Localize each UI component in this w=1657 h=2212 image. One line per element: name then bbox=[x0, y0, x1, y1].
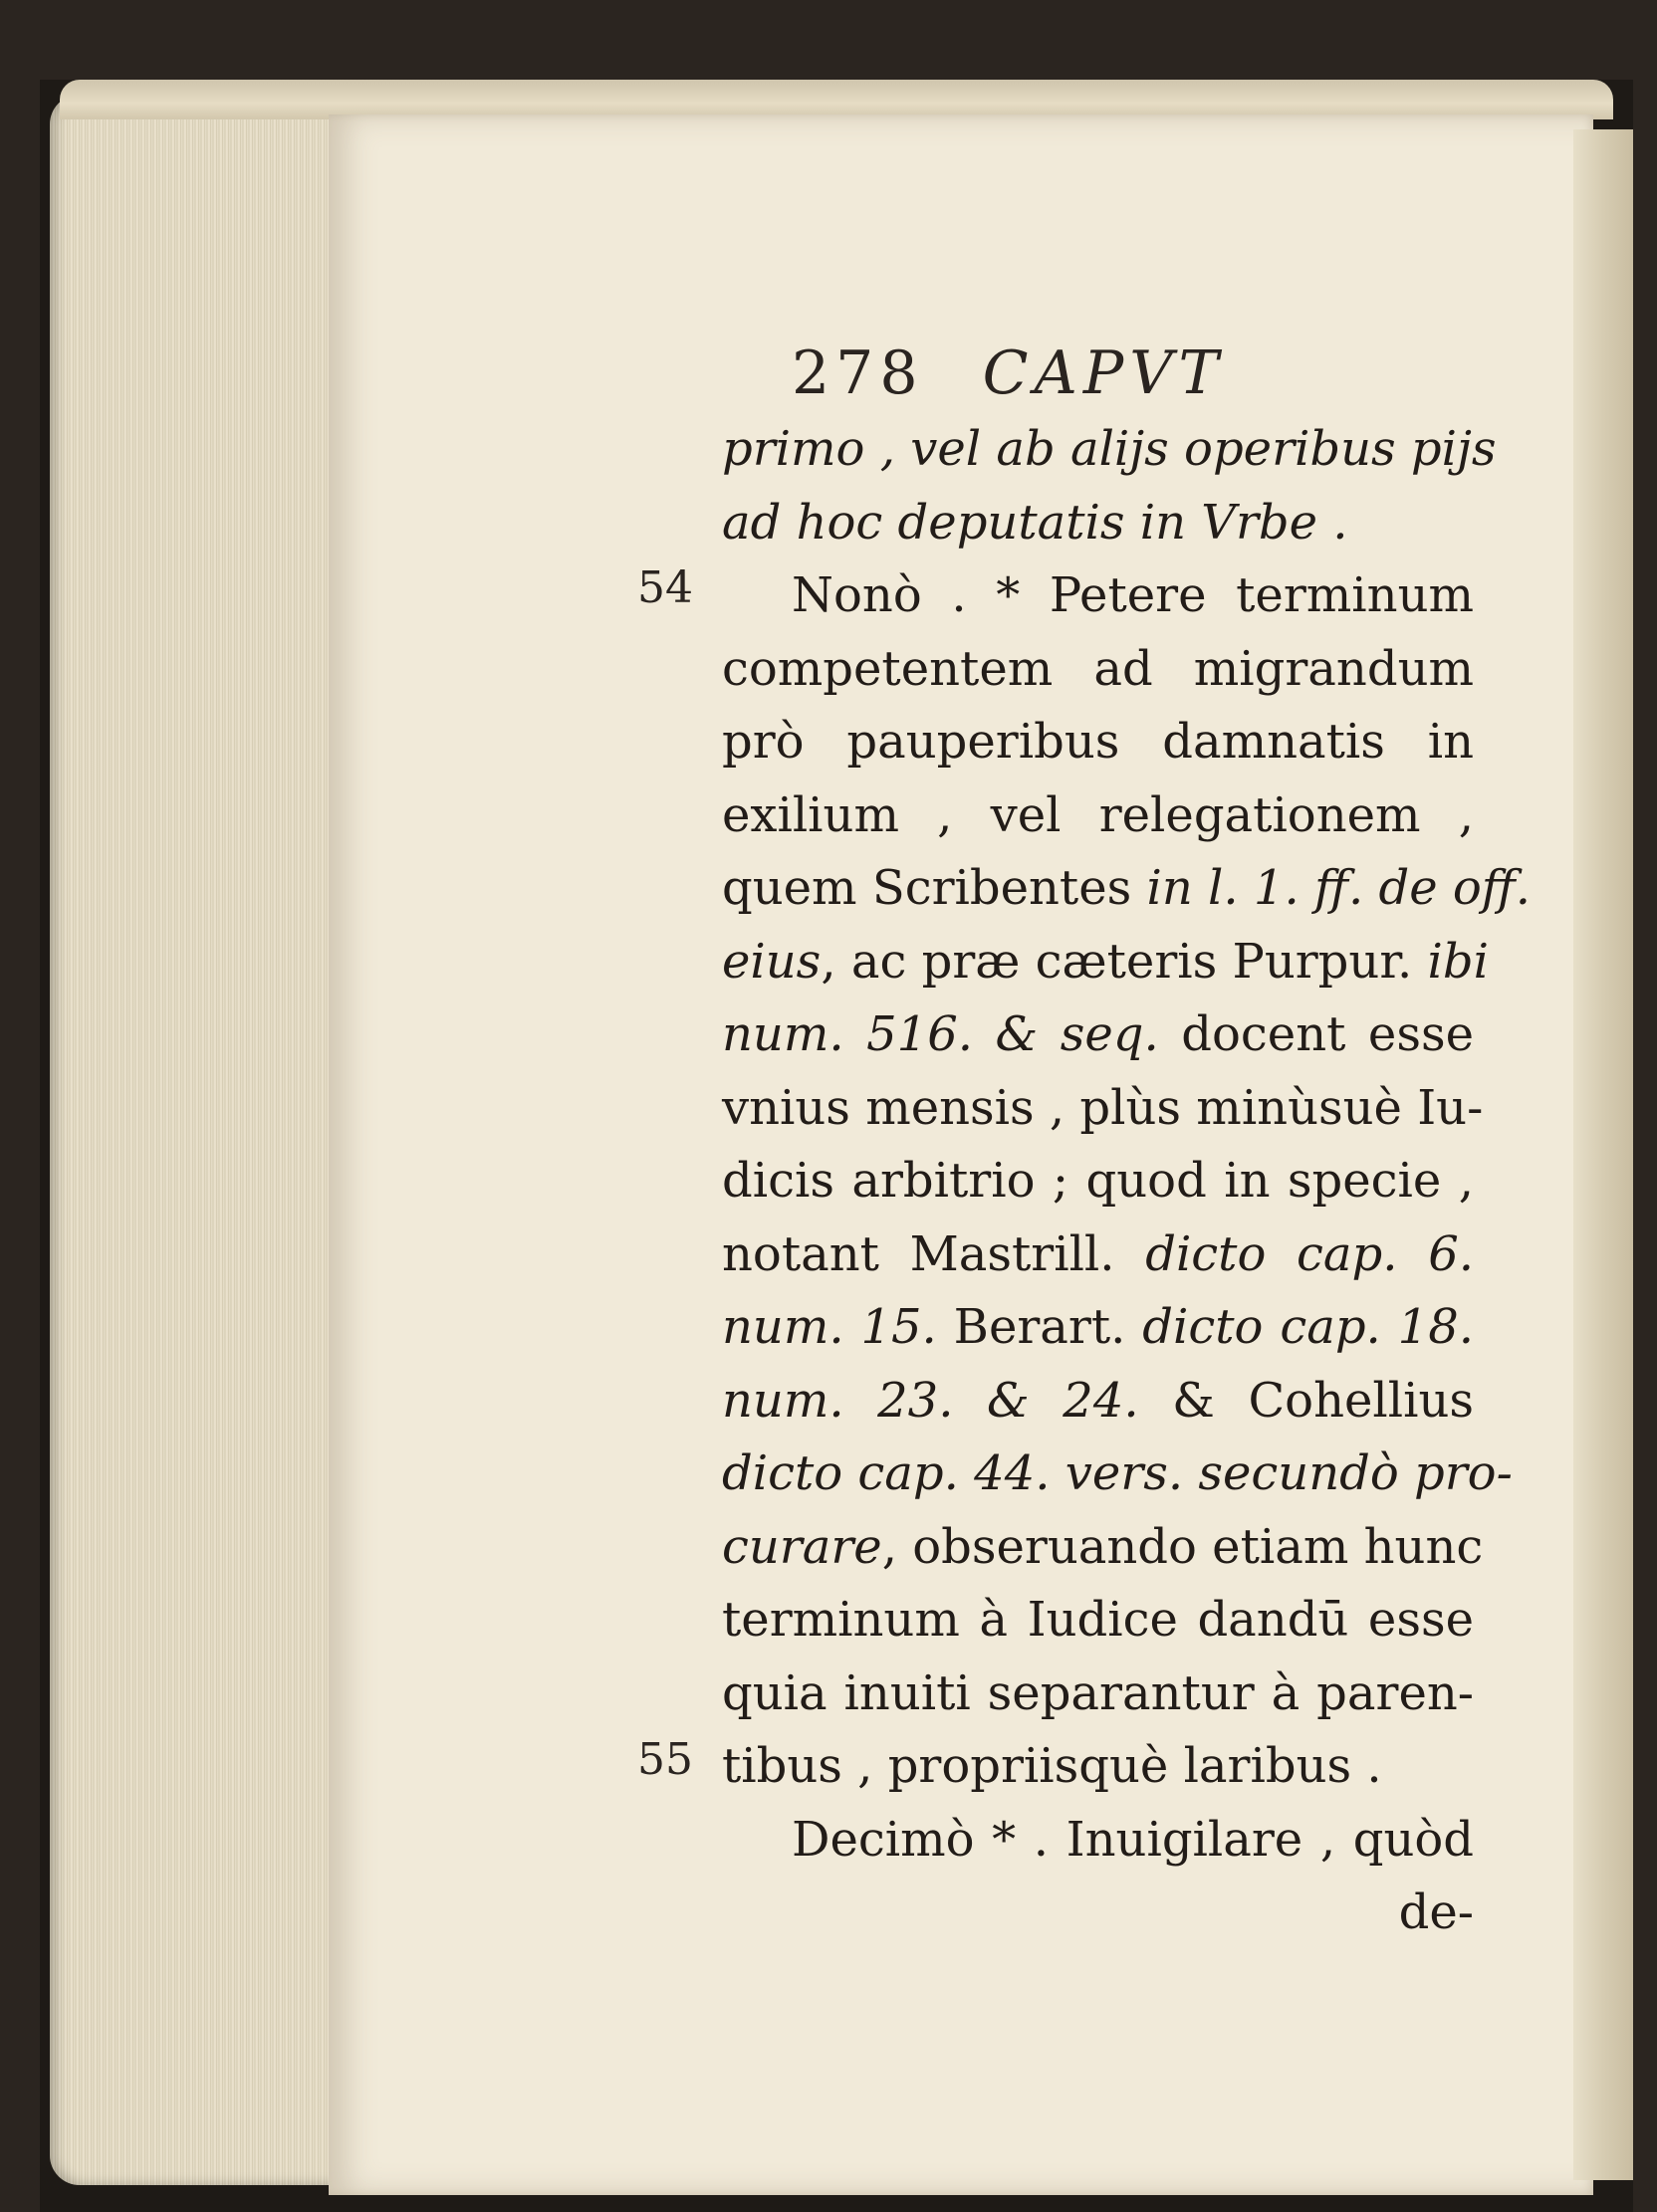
text-line: num. 15. Berart. dicto cap. 18. bbox=[722, 1299, 1475, 1355]
text-line: quia inuiti separantur à paren- bbox=[722, 1664, 1474, 1721]
text-line: dicis arbitrio ; quod in specie , bbox=[722, 1153, 1474, 1209]
page-right-edge bbox=[1573, 129, 1633, 2180]
text-line: Nonò . * Petere terminum bbox=[792, 567, 1474, 623]
text-line: prò pauperibus damnatis in bbox=[722, 714, 1474, 770]
text-line: primo , vel ab alijs operibus pijs bbox=[722, 421, 1497, 477]
running-title: CAPVT bbox=[982, 338, 1225, 408]
text-line: dicto cap. 44. vers. secundò pro- bbox=[722, 1445, 1513, 1501]
margin-number-54: 54 bbox=[637, 562, 693, 613]
text-line: terminum à Iudice dandū esse bbox=[722, 1592, 1474, 1648]
text-line: num. 23. & 24. & Cohellius bbox=[722, 1372, 1474, 1429]
text-line: vnius mensis , plùs minùsuè Iu- bbox=[722, 1079, 1484, 1136]
book-top-edge bbox=[60, 80, 1613, 119]
text-line: competentem ad migrandum bbox=[722, 640, 1474, 697]
catchword: de- bbox=[1398, 1884, 1474, 1940]
text-line: tibus , propriisquè laribus . bbox=[722, 1738, 1382, 1794]
body-text bbox=[722, 413, 1532, 1950]
text-line: Decimò * . Inuigilare , quòd bbox=[792, 1811, 1474, 1868]
page-block-edge bbox=[50, 95, 349, 2185]
text-line: quem Scribentes in l. 1. ff. de off. bbox=[722, 860, 1532, 916]
text-line: num. 516. & seq. docent esse bbox=[722, 1006, 1475, 1062]
text-line: eius, ac præ cæteris Purpur. ibi bbox=[722, 933, 1489, 990]
text-line: notant Mastrill. dicto cap. 6. bbox=[722, 1225, 1474, 1282]
text-line: exilium , vel relegationem , bbox=[722, 786, 1474, 843]
text-line: curare, obseruando etiam hunc bbox=[722, 1518, 1484, 1575]
margin-number-55: 55 bbox=[637, 1734, 693, 1785]
text-line: ad hoc deputatis in Vrbe . bbox=[722, 494, 1348, 551]
running-head bbox=[792, 338, 1225, 408]
page-number: 278 bbox=[792, 338, 924, 408]
